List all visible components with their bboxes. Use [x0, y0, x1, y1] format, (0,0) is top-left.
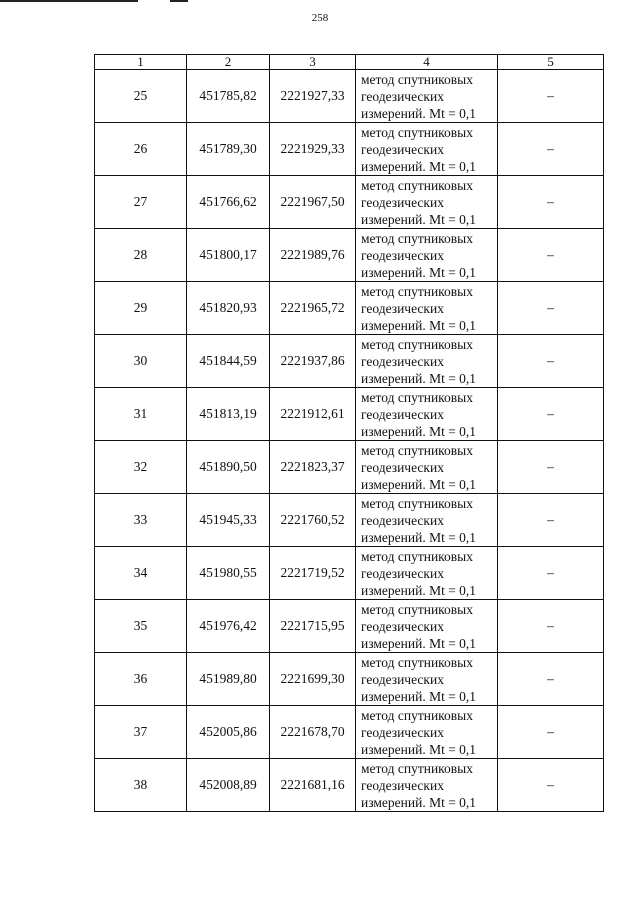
table-row: [95, 70, 604, 123]
page-number: 258: [311, 12, 329, 24]
method-line: геодезических: [361, 353, 444, 369]
method-line: метод спутниковых: [361, 654, 473, 670]
method-line: измерений. Mt = 0,1: [361, 105, 477, 121]
table-row: [95, 706, 604, 759]
method-line: метод спутниковых: [361, 760, 473, 776]
point-number-cell: 37: [95, 706, 187, 759]
y-coordinate-cell: 2221965,72: [270, 282, 356, 335]
method-line: метод спутниковых: [361, 177, 473, 193]
y-coordinate-cell: 2221912,61: [270, 388, 356, 441]
method-cell: [356, 653, 498, 706]
table-row: [95, 759, 604, 812]
point-number-cell: 29: [95, 282, 187, 335]
method-line: измерений. Mt = 0,1: [361, 741, 477, 757]
method-line: геодезических: [361, 724, 444, 740]
coordinates-table: [94, 54, 604, 812]
method-line: измерений. Mt = 0,1: [361, 158, 477, 174]
method-cell: [356, 706, 498, 759]
point-number-cell: 38: [95, 759, 187, 812]
note-cell: –: [498, 282, 604, 335]
method-line: геодезических: [361, 406, 444, 422]
note-cell: –: [498, 759, 604, 812]
y-coordinate-cell: 2221937,86: [270, 335, 356, 388]
y-coordinate-cell: 2221967,50: [270, 176, 356, 229]
note-cell: –: [498, 335, 604, 388]
x-coordinate-cell: 451976,42: [187, 600, 270, 653]
x-coordinate-cell: 452005,86: [187, 706, 270, 759]
note-cell: –: [498, 388, 604, 441]
method-cell: [356, 494, 498, 547]
note-cell: –: [498, 123, 604, 176]
x-coordinate-cell: 451800,17: [187, 229, 270, 282]
table-row: [95, 494, 604, 547]
header-row: [95, 55, 604, 70]
x-coordinate-cell: 451820,93: [187, 282, 270, 335]
method-line: геодезических: [361, 300, 444, 316]
y-coordinate-cell: 2221929,33: [270, 123, 356, 176]
table-row: [95, 282, 604, 335]
method-line: измерений. Mt = 0,1: [361, 264, 477, 280]
point-number-cell: 36: [95, 653, 187, 706]
method-line: геодезических: [361, 88, 444, 104]
x-coordinate-cell: 452008,89: [187, 759, 270, 812]
method-line: измерений. Mt = 0,1: [361, 582, 477, 598]
scan-artifact-line: [170, 0, 188, 2]
method-line: метод спутниковых: [361, 707, 473, 723]
method-cell: [356, 335, 498, 388]
note-cell: –: [498, 441, 604, 494]
x-coordinate-cell: 451890,50: [187, 441, 270, 494]
note-cell: –: [498, 706, 604, 759]
note-cell: –: [498, 494, 604, 547]
method-line: метод спутниковых: [361, 230, 473, 246]
point-number-cell: 28: [95, 229, 187, 282]
table-row: [95, 388, 604, 441]
y-coordinate-cell: 2221699,30: [270, 653, 356, 706]
table-row: [95, 653, 604, 706]
point-number-cell: 30: [95, 335, 187, 388]
point-number-cell: 25: [95, 70, 187, 123]
method-line: геодезических: [361, 194, 444, 210]
table-row: [95, 547, 604, 600]
table-row: [95, 176, 604, 229]
method-line: метод спутниковых: [361, 442, 473, 458]
method-line: измерений. Mt = 0,1: [361, 529, 477, 545]
point-number-cell: 31: [95, 388, 187, 441]
x-coordinate-cell: 451945,33: [187, 494, 270, 547]
method-line: геодезических: [361, 777, 444, 793]
column-header: 4: [356, 55, 498, 70]
method-line: метод спутниковых: [361, 389, 473, 405]
y-coordinate-cell: 2221927,33: [270, 70, 356, 123]
x-coordinate-cell: 451766,62: [187, 176, 270, 229]
method-cell: [356, 441, 498, 494]
method-line: измерений. Mt = 0,1: [361, 476, 477, 492]
note-cell: –: [498, 176, 604, 229]
method-cell: [356, 176, 498, 229]
method-cell: [356, 229, 498, 282]
method-line: геодезических: [361, 618, 444, 634]
method-line: метод спутниковых: [361, 548, 473, 564]
point-number-cell: 32: [95, 441, 187, 494]
method-line: метод спутниковых: [361, 495, 473, 511]
method-cell: [356, 759, 498, 812]
column-header: 3: [270, 55, 356, 70]
y-coordinate-cell: 2221760,52: [270, 494, 356, 547]
x-coordinate-cell: 451844,59: [187, 335, 270, 388]
point-number-cell: 26: [95, 123, 187, 176]
table-row: [95, 600, 604, 653]
table-row: [95, 229, 604, 282]
note-cell: –: [498, 600, 604, 653]
method-line: метод спутниковых: [361, 283, 473, 299]
x-coordinate-cell: 451813,19: [187, 388, 270, 441]
method-cell: [356, 388, 498, 441]
method-cell: [356, 123, 498, 176]
y-coordinate-cell: 2221715,95: [270, 600, 356, 653]
method-line: измерений. Mt = 0,1: [361, 688, 477, 704]
method-line: геодезических: [361, 459, 444, 475]
note-cell: –: [498, 229, 604, 282]
x-coordinate-cell: 451785,82: [187, 70, 270, 123]
table-row: [95, 123, 604, 176]
method-line: метод спутниковых: [361, 71, 473, 87]
table-row: [95, 335, 604, 388]
column-header: 5: [498, 55, 604, 70]
y-coordinate-cell: 2221989,76: [270, 229, 356, 282]
y-coordinate-cell: 2221678,70: [270, 706, 356, 759]
y-coordinate-cell: 2221823,37: [270, 441, 356, 494]
method-line: геодезических: [361, 671, 444, 687]
method-line: геодезических: [361, 512, 444, 528]
method-line: измерений. Mt = 0,1: [361, 423, 477, 439]
method-line: измерений. Mt = 0,1: [361, 211, 477, 227]
point-number-cell: 27: [95, 176, 187, 229]
x-coordinate-cell: 451989,80: [187, 653, 270, 706]
column-header: 2: [187, 55, 270, 70]
point-number-cell: 33: [95, 494, 187, 547]
y-coordinate-cell: 2221719,52: [270, 547, 356, 600]
column-header: 1: [95, 55, 187, 70]
method-line: измерений. Mt = 0,1: [361, 635, 477, 651]
y-coordinate-cell: 2221681,16: [270, 759, 356, 812]
method-cell: [356, 70, 498, 123]
point-number-cell: 34: [95, 547, 187, 600]
method-line: измерений. Mt = 0,1: [361, 370, 477, 386]
method-line: измерений. Mt = 0,1: [361, 794, 477, 810]
x-coordinate-cell: 451789,30: [187, 123, 270, 176]
note-cell: –: [498, 547, 604, 600]
method-cell: [356, 282, 498, 335]
method-cell: [356, 600, 498, 653]
method-line: метод спутниковых: [361, 336, 473, 352]
method-line: геодезических: [361, 141, 444, 157]
table-row: [95, 441, 604, 494]
method-line: метод спутниковых: [361, 601, 473, 617]
x-coordinate-cell: 451980,55: [187, 547, 270, 600]
method-line: измерений. Mt = 0,1: [361, 317, 477, 333]
method-line: метод спутниковых: [361, 124, 473, 140]
method-line: геодезических: [361, 565, 444, 581]
scan-artifact-line: [0, 0, 138, 2]
point-number-cell: 35: [95, 600, 187, 653]
method-cell: [356, 547, 498, 600]
note-cell: –: [498, 653, 604, 706]
method-line: геодезических: [361, 247, 444, 263]
note-cell: –: [498, 70, 604, 123]
